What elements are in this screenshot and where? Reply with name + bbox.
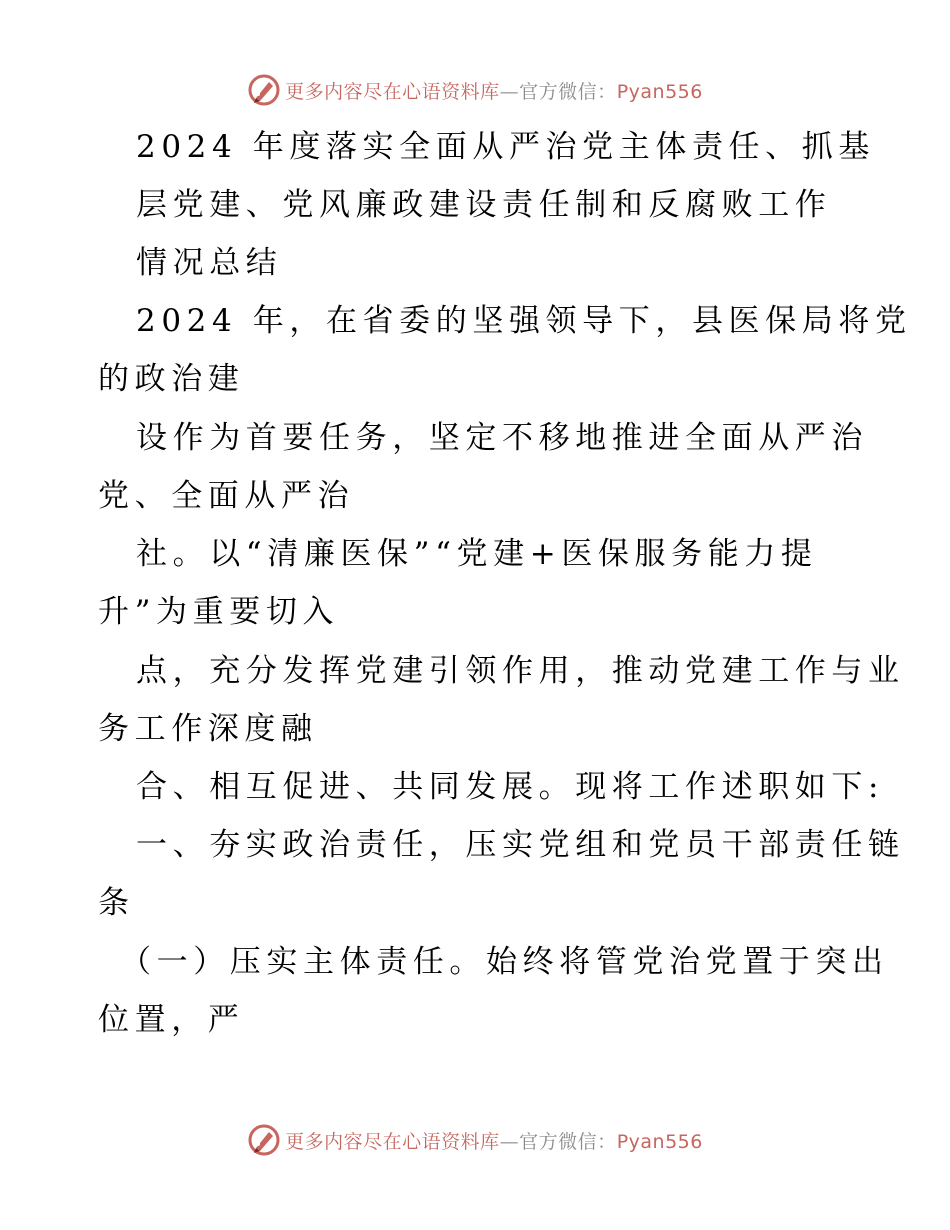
watermark-site-text: 更多内容尽在心语资料库	[285, 1130, 500, 1153]
watermark-wechat-label: 官方微信：	[519, 1130, 617, 1153]
body-line-4: 党、全面从严治	[98, 478, 355, 514]
body-line-2: 的政治建	[98, 361, 245, 397]
body-line-9: 合、相互促进、共同发展。现将工作述职如下:	[136, 769, 885, 805]
header-watermark-banner	[0, 70, 950, 110]
watermark-text	[285, 1127, 703, 1154]
footer-watermark-banner	[0, 1120, 950, 1160]
body-line-1: 2024 年，在省委的坚强领导下，县医保局将党	[136, 303, 912, 339]
body-line-11: 条	[98, 885, 135, 921]
watermark-wechat-id: Pyan556	[616, 80, 703, 103]
watermark-wechat-id: Pyan556	[616, 1130, 703, 1153]
body-line-5: 社。以“清廉医保”“党建+医保服务能力提	[136, 536, 818, 572]
pen-logo-icon	[247, 1123, 281, 1157]
body-line-6: 升”为重要切入	[98, 594, 340, 630]
pen-logo-icon	[247, 73, 281, 107]
body-line-13: 位置，严	[98, 1002, 245, 1038]
watermark-site-text: 更多内容尽在心语资料库	[285, 80, 500, 103]
body-line-12: （一）压实主体责任。始终将管党治党置于突出	[120, 944, 889, 980]
title-line-3: 情况总结	[136, 245, 283, 281]
title-line-2: 层党建、党风廉政建设责任制和反腐败工作	[136, 187, 832, 223]
body-line-3: 设作为首要任务，坚定不移地推进全面从严治	[136, 420, 868, 456]
watermark-wechat-label: 官方微信：	[519, 80, 617, 103]
title-line-1: 2024 年度落实全面从严治党主体责任、抓基	[136, 129, 875, 165]
watermark-dash: —	[499, 80, 520, 103]
watermark-dash: —	[499, 1130, 520, 1153]
body-line-7: 点，充分发挥党建引领作用，推动党建工作与业	[136, 653, 905, 689]
body-line-10: 一、夯实政治责任，压实党组和党员干部责任链	[136, 827, 905, 863]
body-line-8: 务工作深度融	[98, 711, 318, 747]
watermark-text	[285, 77, 703, 104]
